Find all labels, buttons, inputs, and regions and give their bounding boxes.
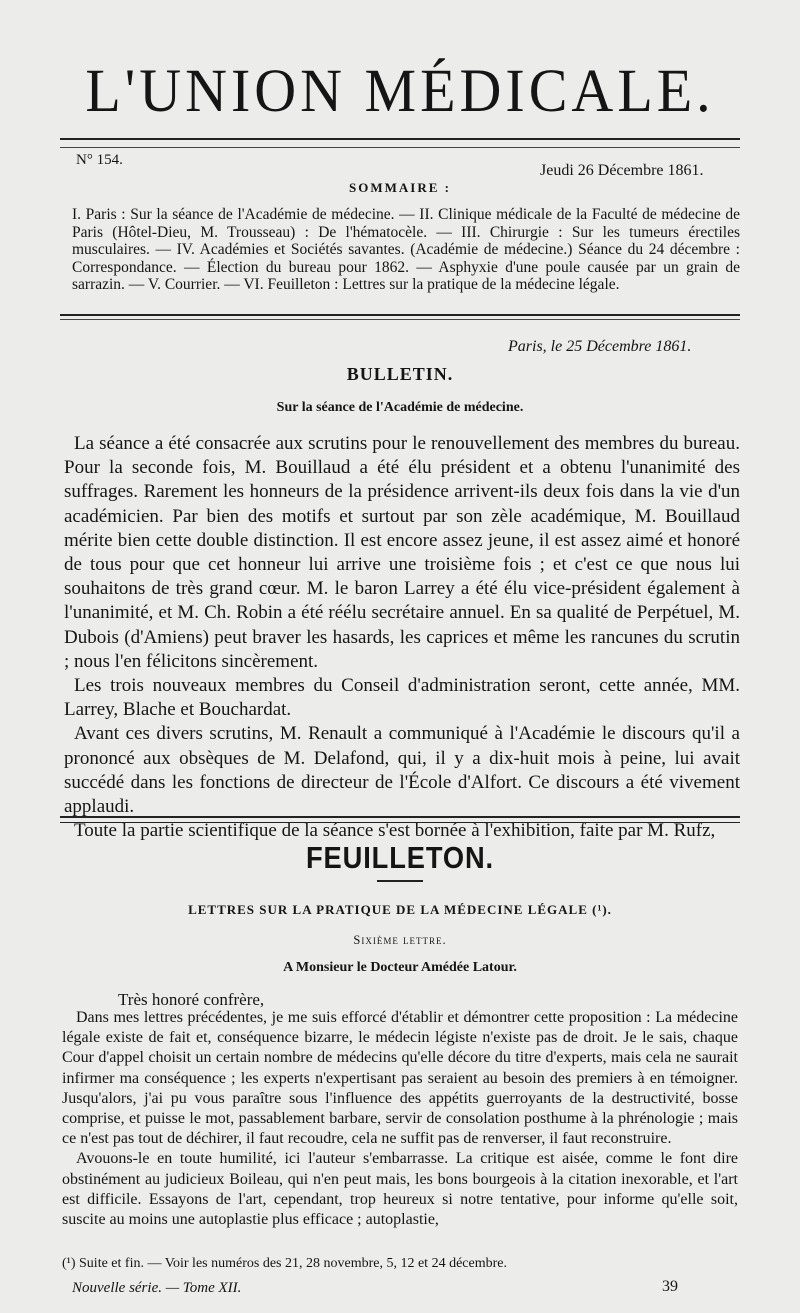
section-rule	[60, 314, 740, 316]
page-number: 39	[662, 1278, 678, 1295]
masthead-rule	[60, 138, 740, 140]
feuilleton-rule	[60, 816, 740, 818]
bulletin-paragraph: Avant ces divers scrutins, M. Renault a communiqué à l'Académie le discours qu'il a prononcé aux obsèques de M. Delafond, qui, il y a dix-huit mois à peine, lui avait succédé dans les fonctions de directeur de l'École d'Alfort. Ce discours a été vivement applaudi.	[64, 723, 740, 818]
footnote: (¹) Suite et fin. — Voir les numéros des 21, 28 novembre, 5, 12 et 24 décembre.	[62, 1256, 507, 1271]
feuilleton-rule-thin	[60, 822, 740, 823]
issue-number: N° 154.	[76, 152, 123, 168]
bulletin-paragraph: Toute la partie scientifique de la séance s'est bornée à l'exhibition, faite par M. Rufz,	[74, 820, 716, 842]
lettre-number: Sixième lettre.	[353, 933, 447, 947]
section-rule-thin	[60, 319, 740, 320]
salutation: Très honoré confrère,	[118, 990, 265, 1009]
bulletin-paragraph: Les trois nouveaux membres du Conseil d'administration seront, cette année, MM. Larrey, Blache et Bouchardat.	[64, 675, 740, 721]
issue-date: Jeudi 26 Décembre 1861.	[540, 162, 704, 179]
lettres-title: LETTRES SUR LA PRATIQUE DE LA MÉDECINE LÉGALE (¹).	[188, 902, 612, 917]
footer-series: Nouvelle série. — Tome XII.	[72, 1280, 242, 1296]
feuilleton-body	[62, 1008, 738, 1230]
bulletin-paragraph: La séance a été consacrée aux scrutins pour le renouvellement des membres du bureau. Pour la seconde fois, M. Bouillaud a été élu président et a obtenu l'unanimité des suffrages. Rarement les honneurs de la présidence arrivent-ils deux fois dans la vie d'un académicien. Par bien des motifs et surtout par son zèle académique, M. Bouillaud mérite bien cette double distinction. Il est encore assez jeune, il est assez aimé et honoré de tous pour que cet honneur lui arrive une troisième fois ; et c'est ce que nous lui souhaitons de très grand cœur. M. le baron Larrey a été élu vice-président également à l'unanimité, et M. Ch. Robin a été réélu secrétaire annuel. En sa qualité de Perpétuel, M. Dubois (d'Amiens) peut braver les hasards, les caprices et même les rancunes du scrutin ; nous l'en félicitons sincèrement.	[64, 433, 740, 672]
feuilleton-short-rule	[377, 880, 423, 882]
feuilleton-title: FEUILLETON.	[305, 840, 495, 875]
masthead-rule-thin	[60, 147, 740, 148]
sommaire-text: I. Paris : Sur la séance de l'Académie de médecine. — II. Clinique médicale de la Faculté de médecine de Paris (Hôtel-Dieu, M. Trousseau) : De l'hématocèle. — III. Chirurgie : Sur les tumeurs érectiles musculaires. — IV. Académies et Sociétés savantes. (Académie de médecine.) Séance du 24 décembre : Correspondance. — Élection du bureau pour 1862. — Asphyxie d'une poule causée par un grain de sarrazin. — V. Courrier. — VI. Feuilleton : Lettres sur la pratique de la médecine légale.	[72, 206, 740, 293]
dedicace: A Monsieur le Docteur Amédée Latour.	[283, 960, 517, 975]
bulletin-body	[64, 432, 740, 843]
feuilleton-paragraph: Dans mes lettres précédentes, je me suis efforcé d'établir et démontrer cette proposition : La médecine légale existe de fait et, conséquence bizarre, le médecin légiste n'existe pas de droit. Je le sais, chaque Cour d'appel choisit un certain nombre de médecins qu'elle décore du titre d'experts, mais cela ne saurait infirmer ma conséquence ; les experts n'expertisant pas seraient au besoin des premiers à en témoigner. Jusqu'alors, j'ai pu vous paraître sous l'influence des appétits guerroyants de la destructivité, bosse comprise, et puisse le mot, passablement barbare, servir de consolation posthume à la phrénologie ; mais ce n'est pas tout de déchirer, il faut recoudre, cela ne suffit pas de renverser, il faut reconstruire.	[62, 1009, 738, 1148]
bulletin-subtitle: Sur la séance de l'Académie de médecine.	[276, 400, 524, 415]
masthead-title: L'UNION MÉDICALE.	[85, 56, 715, 125]
feuilleton-paragraph: Avouons-le en toute humilité, ici l'auteur s'embarrasse. La critique est aisée, comme le font dire obstinément au judicieux Boileau, qui n'en peut mais, les bons bourgeois à la citation inexorable, et l'art est difficile. Essayons de l'art, cependant, trop heureux si notre tentative, pour informe qu'elle soit, suscite au moins une autoplastie plus efficace ; autoplastie,	[62, 1150, 738, 1229]
bulletin-title: BULLETIN.	[346, 364, 454, 384]
sommaire-title: SOMMAIRE :	[349, 180, 451, 195]
bulletin-date: Paris, le 25 Décembre 1861.	[508, 338, 692, 355]
